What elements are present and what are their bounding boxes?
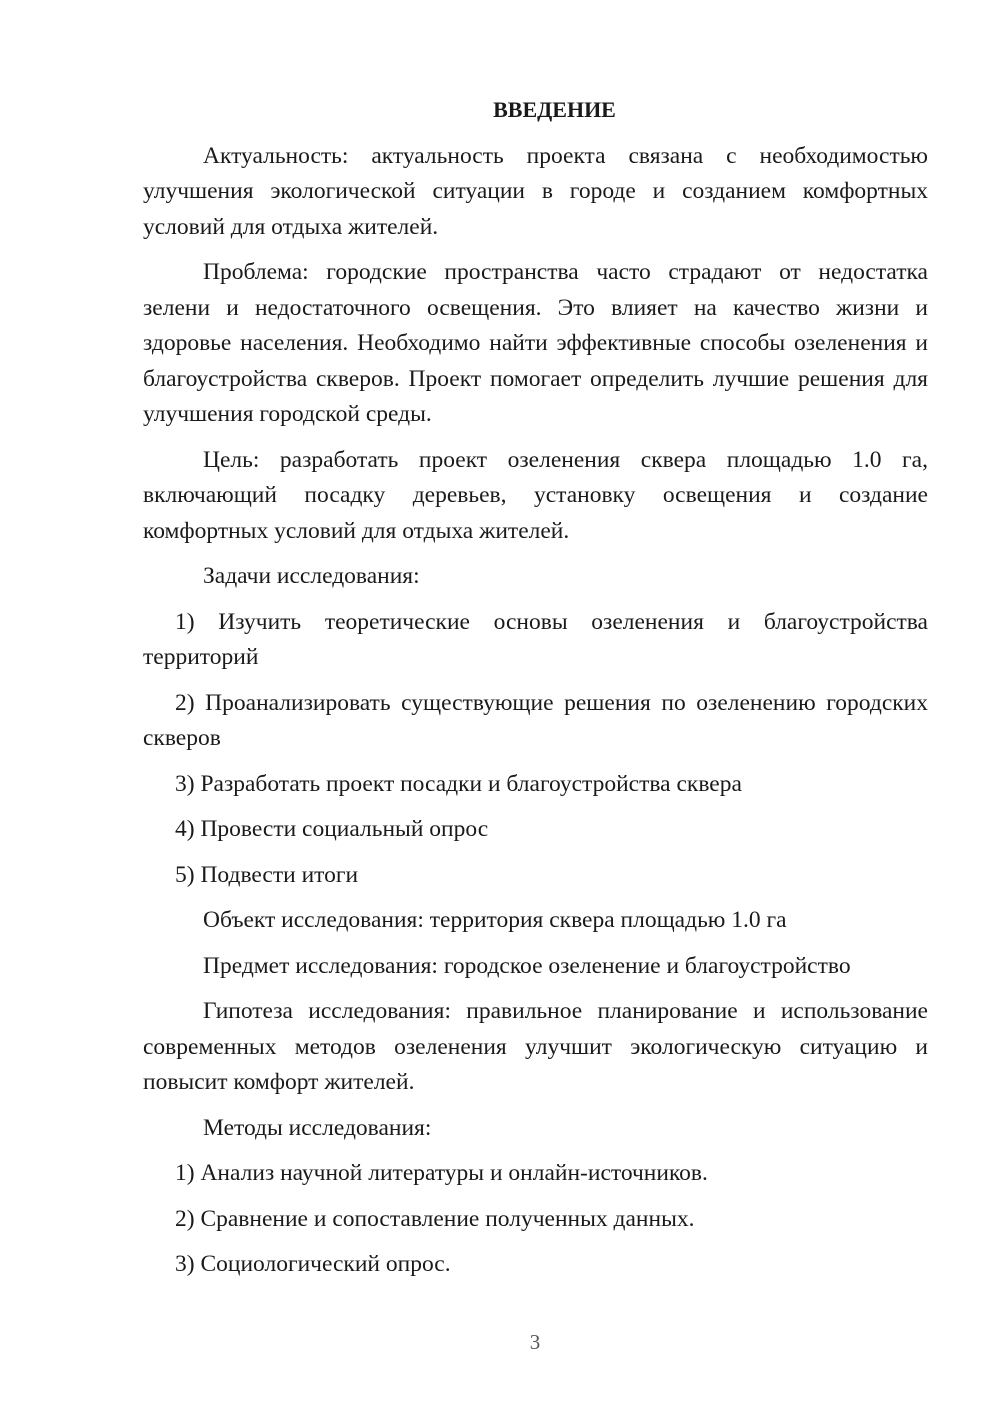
- task-item: 4) Провести социальный опрос: [175, 816, 489, 842]
- page-title: ВВЕДЕНИЕ: [493, 97, 616, 122]
- task-item: 2) Проанализировать существующие решения по озеленению городских скверов: [143, 689, 928, 751]
- subject-paragraph: Предмет исследования: городское озеленение и благоустройство: [203, 952, 851, 979]
- relevance-paragraph: Актуальность: актуальность проекта связана с необходимостью улучшения экологической ситуации в городе и созданием комфортных условий для отдыха жителей.: [143, 142, 928, 240]
- task-item: 3) Разработать проект посадки и благоустройства сквера: [175, 770, 742, 797]
- page-number: 3: [529, 1330, 541, 1354]
- method-item: 3) Социологический опрос.: [175, 1251, 451, 1277]
- methods-heading: Методы исследования:: [203, 1114, 432, 1141]
- problem-paragraph: Проблема: городские пространства часто страдают от недостатка зелени и недостаточного освещения. Это влияет на качество жизни и здоровье населения. Необходимо найти эффективные способы озеленения и благоустройства скверов. Проект помогает определить лучшие решения для улучшения городской среды.: [143, 259, 928, 427]
- task-item: 1) Изучить теоретические основы озеленения и благоустройства территорий: [143, 608, 928, 670]
- document-page: [143, 92, 928, 1293]
- hypothesis-paragraph: Гипотеза исследования: правильное планирование и использование современных методов озеленения улучшит экологическую ситуацию и повысит комфорт жителей.: [143, 998, 928, 1095]
- task-item: 5) Подвести итоги: [175, 861, 359, 888]
- method-item: 2) Сравнение и сопоставление полученных данных.: [175, 1205, 695, 1232]
- tasks-heading: Задачи исследования:: [203, 563, 420, 589]
- goal-paragraph: Цель: разработать проект озеленения сквера площадью 1.0 га, включающий посадку деревьев, установку освещения и создание комфортных условий для отдыха жителей.: [143, 446, 928, 544]
- method-item: 1) Анализ научной литературы и онлайн-источников.: [175, 1160, 708, 1186]
- object-paragraph: Объект исследования: территория сквера площадью 1.0 га: [203, 907, 787, 933]
